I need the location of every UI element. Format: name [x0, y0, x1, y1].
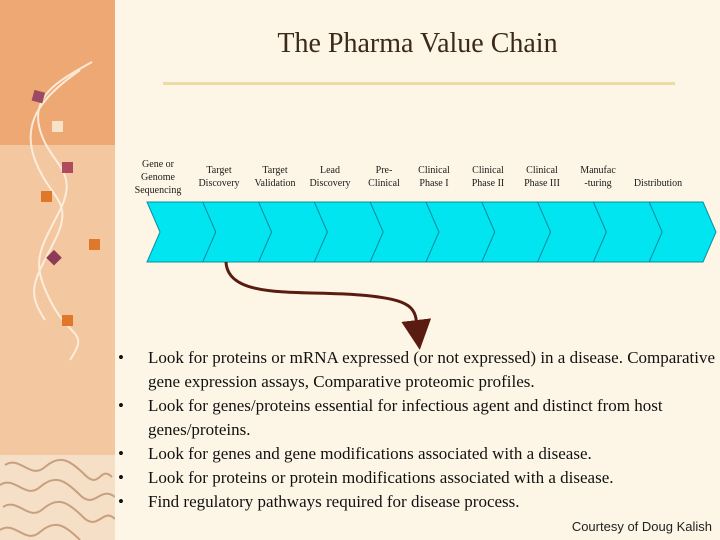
chevron-stage [147, 202, 216, 262]
stage-label-line: Target [206, 165, 232, 176]
sidebar-swirl [31, 62, 92, 360]
bullet-text: Look for proteins or mRNA expressed (or not expressed) in a disease. Comparative gene expression assays, Comparative proteomic profiles. [148, 348, 715, 391]
stage-label [123, 158, 193, 197]
bullet-dot-icon: • [118, 348, 124, 367]
accent-square [62, 162, 73, 173]
stage-label-line: Sequencing [134, 185, 182, 196]
stage-label-line: Clinical [472, 165, 504, 176]
accent-square [62, 315, 73, 326]
stage-label-line: Validation [254, 178, 296, 189]
stage-label [623, 177, 693, 190]
stage-label-line: Manufac [580, 165, 616, 176]
credit-text: Courtesy of Doug Kalish [571, 519, 712, 534]
bullet-text: Find regulatory pathways required for disease process. [148, 492, 520, 511]
stage-label-line: Discovery [309, 178, 351, 189]
stage-label-line: Lead [320, 165, 340, 176]
accent-square [52, 121, 63, 132]
slide-title: The Pharma Value Chain [277, 28, 558, 59]
title-divider [163, 82, 675, 85]
stage-label-line: Genome [141, 172, 175, 183]
stage-label-line: Discovery [198, 178, 240, 189]
stage-label-line: Gene or [142, 159, 174, 170]
stage-label-line: Clinical [368, 178, 400, 189]
bullet-text: Look for genes/proteins essential for infectious agent and distinct from host genes/proteins. [148, 396, 663, 439]
stage-label-line: Target [262, 165, 288, 176]
stage-label-line: Phase I [419, 178, 449, 189]
value-chain-chevrons [147, 202, 716, 262]
stage-label-line: Pre- [375, 165, 393, 176]
bullet-item [118, 466, 718, 490]
bullet-item [118, 394, 718, 442]
stage-label-line: Distribution [633, 178, 683, 189]
bullet-dot-icon: • [118, 492, 124, 511]
accent-square [41, 191, 52, 202]
stage-label-line: Phase III [524, 178, 560, 189]
focus-arrow [226, 262, 418, 335]
bullet-dot-icon: • [118, 444, 124, 463]
stage-label-line: Clinical [526, 165, 558, 176]
bullet-item [118, 490, 718, 514]
stage-label-line: Clinical [418, 165, 450, 176]
bullet-dot-icon: • [118, 396, 124, 415]
bullet-dot-icon: • [118, 468, 124, 487]
stage-label-line: -turing [584, 178, 612, 189]
bullet-text: Look for genes and gene modifications associated with a disease. [148, 444, 592, 463]
bullet-list [118, 346, 718, 514]
stage-label-line: Phase II [471, 178, 505, 189]
bullet-item [118, 442, 718, 466]
bullet-item [118, 346, 718, 394]
accent-square [89, 239, 100, 250]
accent-square [32, 90, 45, 103]
bullet-text: Look for proteins or protein modifications associated with a disease. [148, 468, 614, 487]
